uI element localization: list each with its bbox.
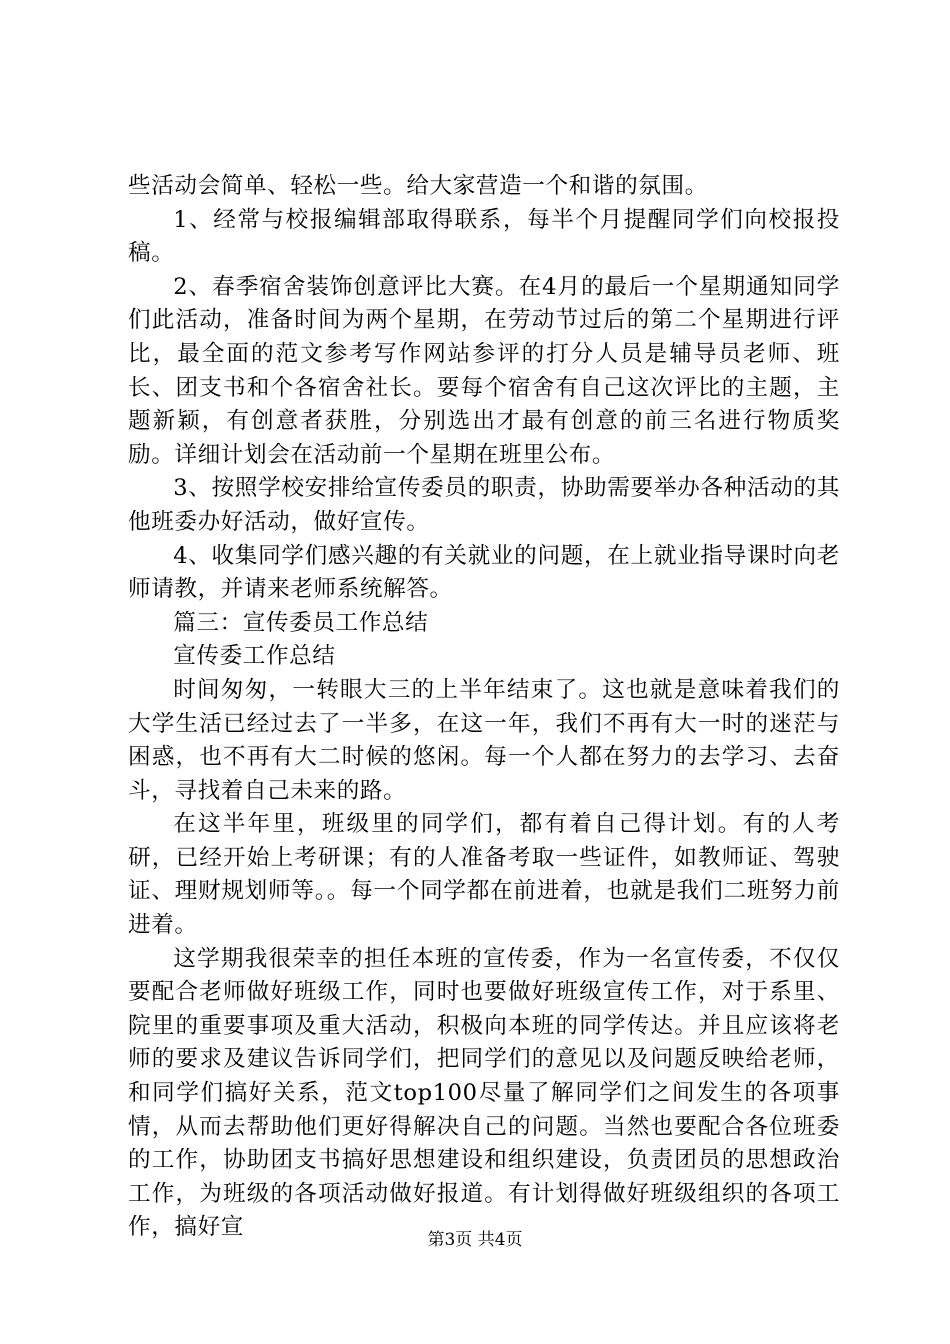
page-footer: 第3页 共4页	[427, 1230, 523, 1250]
paragraph: 时间匆匆，一转眼大三的上半年结束了。这也就是意味着我们的大学生活已经过去了一半多，在这一年，我们不再有大一时的迷茫与困惑，也不再有大二时候的悠闲。每一个人都在努力的去学习、去奋斗，寻找着自己未来的路。	[128, 676, 840, 804]
paragraph: 4、收集同学们感兴趣的有关就业的问题，在上就业指导课时向老师请教，并请来老师系统解答。	[128, 542, 840, 603]
paragraph: 在这半年里，班级里的同学们，都有着自己得计划。有的人考研，已经开始上考研课；有的人准备考取一些证件，如教师证、驾驶证、理财规划师等。。每一个同学都在前进着，也就是我们二班努力前进着。	[128, 811, 840, 939]
paragraph: 2、春季宿舍装饰创意评比大赛。在4月的最后一个星期通知同学们此活动，准备时间为两个星期，在劳动节过后的第二个星期进行评比，最全面的范文参考写作网站参评的打分人员是辅导员老师、班长、团支书和个各宿舍社长。要每个宿舍有自己这次评比的主题，主题新颖，有创意者获胜，分别选出才最有创意的前三名进行物质奖励。详细计划会在活动前一个星期在班里公布。	[128, 273, 840, 468]
paragraph: 3、按照学校安排给宣传委员的职责，协助需要举办各种活动的其他班委办好活动，做好宣传。	[128, 475, 840, 535]
paragraph: 这学期我很荣幸的担任本班的宣传委，作为一名宣传委，不仅仅要配合老师做好班级工作，同时也要做好班级宣传工作，对于系里、院里的重要事项及重大活动，积极向本班的同学传达。并且应该将老师的要求及建议告诉同学们，把同学们的意见以及问题反映给老师，和同学们搞好关系，范文top100尽量了解同学们之间发生的各项事情，从而去帮助他们更好得解决自己的问题。当然也要配合各位班委的工作，协助团支书搞好思想建设和组织建设，负责团员的思想政治工作，为班级的各项活动做好报道。有计划得做好班级组织的各项工作，搞好宣	[128, 945, 840, 1241]
paragraph: 些活动会简单、轻松一些。给大家营造一个和谐的氛围。	[128, 173, 708, 199]
document-body	[128, 170, 840, 1245]
section-subheading: 宣传委工作总结	[173, 643, 336, 670]
paragraph: 1、经常与校报编辑部取得联系，每半个月提醒同学们向校报投稿。	[128, 206, 840, 267]
section-heading: 篇三：宣传委员工作总结	[173, 609, 429, 636]
